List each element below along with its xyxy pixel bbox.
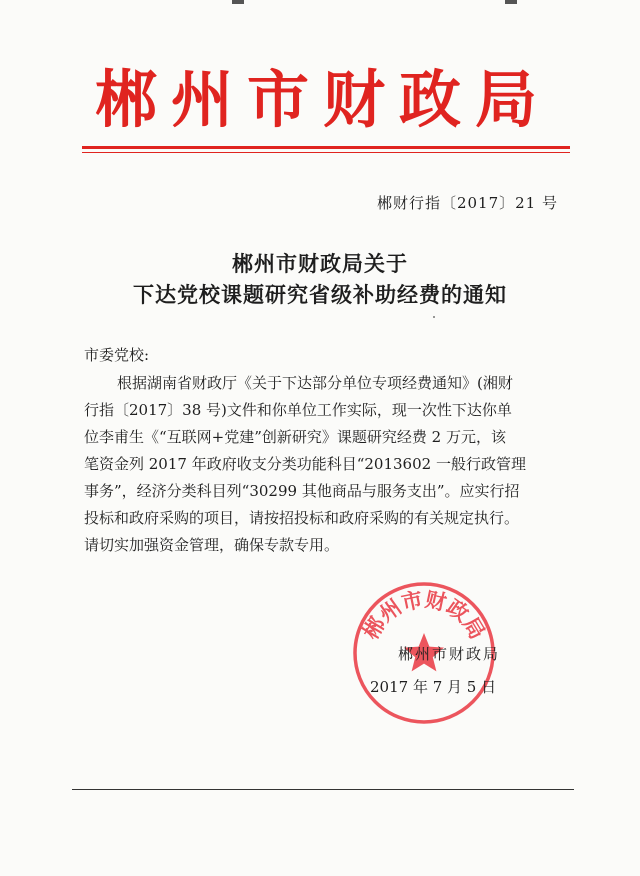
body-line: 投标和政府采购的项目，请按招投标和政府采购的有关规定执行。 xyxy=(84,509,520,527)
scan-speck xyxy=(433,316,435,318)
body-line: 位李甫生《“互联网+党建”创新研究》课题研究经费 2 万元，该 xyxy=(84,428,506,446)
scan-artifact xyxy=(232,0,244,4)
body-line: 事务”，经济分类科目列“30299 其他商品与服务支出”。应实行招 xyxy=(84,482,520,500)
body-line: 行指〔2017〕38 号)文件和你单位工作实际，现一次性下达你单 xyxy=(84,401,512,419)
letterhead-title: 郴州市财政局 xyxy=(94,63,551,136)
footer-rule xyxy=(72,789,574,790)
document-number: 郴财行指〔2017〕21 号 xyxy=(376,194,558,212)
letterhead-rule-thick xyxy=(82,146,570,149)
body-line: 根据湖南省财政厅《关于下达部分单位专项经费通知》(湘财 xyxy=(117,374,513,392)
addressee: 市委党校: xyxy=(84,346,150,364)
letterhead-rule-thin xyxy=(82,152,570,153)
signature-date: 2017 年 7 月 5 日 xyxy=(370,678,497,696)
scan-artifact xyxy=(505,0,517,4)
body-line: 请切实加强资金管理，确保专款专用。 xyxy=(84,536,340,554)
body-line: 笔资金列 2017 年政府收支分类功能科目“2013602 一般行政管理 xyxy=(84,455,526,473)
signature-organization: 郴州市财政局 xyxy=(398,645,501,663)
document-title-line-2: 下达党校课题研究省级补助经费的通知 xyxy=(133,283,507,307)
seal-text: 郴州市财政局 xyxy=(358,587,490,644)
document-title-line-1: 郴州市财政局关于 xyxy=(232,252,408,276)
body-paragraph xyxy=(84,370,578,559)
